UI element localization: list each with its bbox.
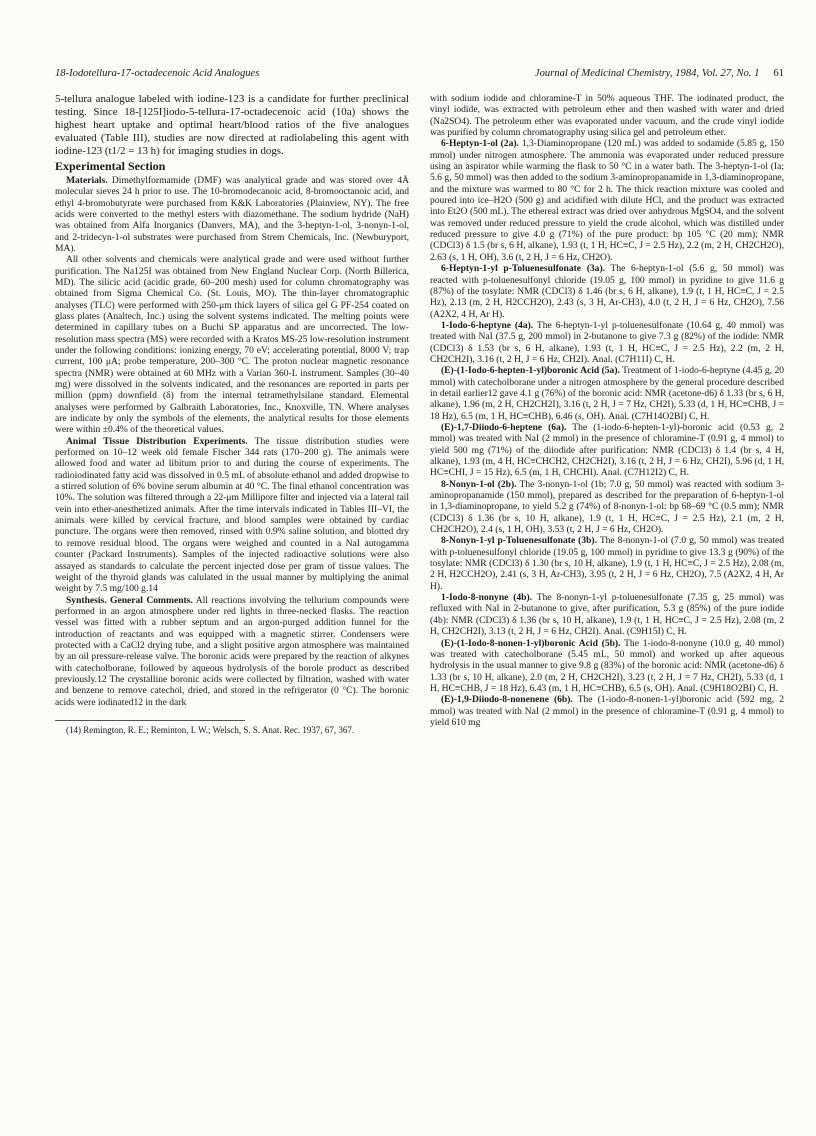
run-in-heading: Materials. (66, 174, 108, 186)
solvents-paragraph: All other solvents and chemicals were analytical grade and were used without further purification. The Na125I was obtained from New England Nuclear Corp. (North Billerica, MD). The silicic acid (acidic grade, 60–200 mesh) used for column chromatography was obtained from Sigma Chemical Co. (St. Louis, MO). The thin-layer chromatographic analyses (TLC) were performed with 250-μm thick layers of silica gel G PF-254 coated on glass plates (Analtech, Inc.) using the solvent systems indicated. The melting points were determined in capillary tubes on a Buchi SP apparatus and are uncorrected. The low-resolution mass spectra (MS) were recorded with a Kratos MS-25 low-resolution instrument under the following conditions: ionizing energy, 70 eV; accelerating potential, 8000 V; trap current, 100 μA; probe temperature, 200–300 °C. The proton nuclear magnetic resonance spectra (NMR) were obtained at 60 MHz with a Varian 360-L instrument. Samples (30–40 mg) were dissolved in the solvents indicated, and the resonances are reported in parts per million (ppm) downfield (δ) from the internal tetramethylsilane standard. Elemental analyses were performed by Galbraith Laboratories, Inc., Knoxville, TN. Where analyses are indicate by only the symbols of the elements, the analytical results for those elements were within ±0.4% of the theoretical values. (55, 254, 409, 436)
run-in-heading: 1-Iodo-8-nonyne (4b). (441, 592, 533, 604)
right-column (430, 93, 784, 735)
run-in-heading: Synthesis. General Comments. (66, 594, 193, 606)
compound-5a-paragraph (430, 365, 784, 422)
compound-4a-paragraph (430, 320, 784, 365)
compound-6a-paragraph (430, 422, 784, 479)
run-in-heading: (E)-1,9-Diiodo-8-nonenene (6b). (441, 694, 573, 706)
paragraph-text: The 8-nonyn-1-ol (7.0 g, 50 mmol) was treated with p-toluenesulfonyl chloride (19.05 g, 100 mmol) in pyridine to give 13.3 g (90%) of the tosylate: NMR (CDCl3) δ 1.30 (br s, 10 H, alkane), 1.9 (t, 1 H, HC≡C, J = 2.5 Hz), 2.08 (m, 2 H, H2CCH2O), 2.41 (s, 3 H, Ar-CH3), 3.95 (t, 2 H, J = 6 Hz, CH2O), 7.5 (A2X2, 4 H, Ar H). (430, 535, 784, 592)
paragraph-text: The (1-iodo-6-hepten-1-yl)-boronic acid (0.53 g, 2 mmol) was treated with NaI (2 mmol) in the presence of chloramine-T (0.91 g, 4 mmol) to yield 500 mg (71%) of the diiodide after purification: NMR (CDCl3) δ 1.4 (br s, 4 H, alkane), 1.93 (m, 4 H, HC≡CHCH2, CH2CH2I), 3.16 (t, 2 H, J = 6 Hz, CH2I), 5.96 (d, 1 H, HC≡CHI, J = 15 Hz), 6.5 (m, 1 H, CHCHI). Anal. (C7H12I2) C, H. (430, 421, 784, 479)
compound-2b-paragraph (430, 479, 784, 536)
compound-6b-paragraph (430, 694, 784, 728)
run-in-heading: (E)-(1-Iodo-6-hepten-1-yl)boronic Acid (5a). (441, 365, 620, 377)
run-in-heading: 8-Nonyn-1-ol (2b). (441, 478, 517, 490)
run-in-heading: 1-Iodo-6-heptyne (4a). (441, 319, 534, 331)
compound-2a-paragraph (430, 138, 784, 263)
journal-citation: Journal of Medicinal Chemistry, 1984, Vol. 27, No. 1 (534, 68, 760, 79)
compound-3b-paragraph (430, 535, 784, 592)
running-header (55, 68, 784, 79)
synthesis-paragraph (55, 595, 409, 708)
compound-5b-paragraph (430, 638, 784, 695)
page-number: 61 (773, 68, 784, 79)
materials-paragraph (55, 175, 409, 254)
run-in-heading: (E)-1,7-Diiodo-6-heptene (6a). (441, 421, 567, 433)
footnote-divider (55, 720, 245, 721)
paragraph-text: The 3-nonyn-1-ol (1b; 7.0 g, 50 mmol) was reacted with sodium 3-aminopropanamide (150 mmol), prepared as described for the preparation of 6-heptyn-1-ol in 1,3-diaminopropane, to yield 5.2 g (74%) of 8-nonyn-1-ol: bp 68–69 °C (0.5 mm); NMR (CDCl3) δ 1.36 (br s, 10 H, alkane), 1.9 (t, 1 H, HC≡C, J = 2.5 Hz), 2.1 (m, 2 H, CH2CH2O), 2.4 (s, 1 H, OH), 3.53 (t, 2 H, J = 6 Hz, CH2O). (430, 478, 784, 536)
paragraph-text: The (1-iodo-8-nonen-1-yl)boronic acid (592 mg, 2 mmol) was treated with NaI (2 mmol) in the presence of chloramine-T (0.91 g, 4 mmol) to yield 610 mg (430, 694, 784, 728)
paragraph-text: The 1-iodo-8-nonyne (10.0 g, 40 mmol) was treated with catecholborane (5.45 mL, 50 mmol) and worked up after aqueous hydrolysis in the usual manner to give 9.8 g (83%) of the boronic acid: NMR (acetone-d6) δ 1.33 (br s, 10 H, alkane), 2.0 (m, 2 H, CH2CH2I), 3.23 (t, 2 H, J = 7 Hz, CH2I), 5.33 (d, 1 H, HC≡CHB, J = 18 Hz), 6.43 (m, 1 H, HC≡CHB), 6.5 (s, OH). Anal. (C9H18O2BI) C, H. (430, 637, 784, 694)
paragraph-text: 1,3-Diaminopropane (120 mL) was added to sodamide (5.85 g, 150 mmol) under nitrogen atmosphere. The ammonia was evaporated under reduced pressure using an aspirator while warming the flask to 50 °C in a water bath. The 3-heptyn-1-ol (Ia; 5.6 g, 50 mmol) was then added to the sodium 3-aminopropanamide in 1,3-diaminopropane, and the mixture was warmed to 80 °C for 2 h. The thick reaction mixture was cooled and poured into ice–H2O (500 g) and acidified with dilute HCl, and the product was extracted into Et2O (500 mL). The ethereal extract was dried over anhydrous MgSO4, and the solvent was removed under reduced pressure to yield the crude alcohol, which was distilled under reduced pressure to give 4.0 g (71%) of the pure product: bp 105 °C (20 mm); NMR (CDCl3) δ 1.5 (br s, 6 H, alkane), 1.93 (t, 1 H, HC≡C, J = 2.5 Hz), 2.2 (m, 2 H, CH2CH2O), 2.63 (s, 1 H, OH), 3.6 (t, 2 H, J = 6 Hz, CH2O). (430, 138, 784, 263)
paragraph-text: Dimethylformamide (DMF) was analytical grade and was stored over 4Å molecular sieves 24 h prior to use. The 10-bromodecanoic acid, 8-bromooctanoic acid, and ethyl 4-bromobutyrate were purchased from K&K Laboratories (Plainview, NY). The free acids were converted to the methyl esters with diazomethane. The sodium hydride (NaH) was obtained from Alfa Inorganics (Danvers, MA), and the 3-heptyn-1-ol, 3-nonyn-1-ol, and 2-tridecyn-1-ol substrates were purchased from Strem Chemicals, Inc. (Newburyport, MA). (55, 174, 409, 254)
paragraph-text: Treatment of 1-iodo-6-heptyne (4.45 g, 20 mmol) with catecholborane under a nitrogen atmosphere by the general procedure described in detail earlier12 gave 4.1 g (76%) of the boronic acid: NMR (acetone-d6) δ 1.33 (br s, 6 H, alkane), 1.96 (m, 2 H, CH2CH2I), 3.16 (t, 2 H, J = 7 Hz, CH2I), 5.33 (d, 1 H, HC≡CHB, J = 18 Hz), 6.5 (m, 1 H, HC≡CHB), 6.46 (s, OH). Anal. (C7H14O2BI) C, H. (430, 365, 784, 422)
paragraph-text: All reactions involving the tellurium compounds were performed in an argon atmosphere under red lights in three-necked flasks. The reaction vessel was fitted with a rubber septum and an argon-purged addition funnel for the introduction of reactants and was equipped with a magnetic stirrer. Condensers were protected with a CaCl2 drying tube, and a slight positive argon atmosphere was maintained by an oil pressure-release valve. The boronic acids were prepared by the reaction of alkynes with catecholborane, followed by aqueous hydrolysis of the borole product as described previously.12 The crystalline boronic acids were collected by filtration, washed with water and benzene to remove catechol, dried, and stored in the refrigerator (0 °C). The boronic acids were iodinated12 in the dark (55, 594, 409, 708)
section-heading: Experimental Section (55, 159, 166, 174)
compound-4b-paragraph (430, 592, 784, 637)
paragraph-text: The 6-heptyn-1-ol (5.6 g, 50 mmol) was reacted with p-toluenesulfonyl chloride (19.05 g, 100 mmol) in pyridine to give 11.6 g (87%) of the tosylate: NMR (CDCl3) δ 1.46 (br s, 6 H, alkane), 1.9 (t, 1 H, HC≡C, J = 2.5 Hz), 2.13 (m, 2 H, H2CCH2O), 2.43 (s, 3 H, Ar-CH3), 4.0 (t, 2 H, J = 6 Hz, CH2O), 7.56 (A2X2, 4 H, Ar H). (430, 263, 784, 320)
compound-3a-paragraph (430, 263, 784, 320)
paragraph-text: The tissue distribution studies were performed on 10–12 week old female Fischer 344 rats (170–200 g). The animals were allowed food and water ad libitum prior to and during the course of experiments. The radioiodinated fatty acid was dissolved in 0.5 mL of absolute ethanol and added dropwise to a stirred solution of 6% bovine serum albumin at 40 °C. The final ethanol concentration was 10%. The solution was filtered through a 22-μm Millipore filter and injected via a lateral tail vein into ether-anesthetized animals. After the time intervals indicated in Tables III–VI, the animals were killed by cervical fracture, and blood samples were obtained by cardiac puncture. The organs were then removed, rinsed with 0.9% saline solution, and blotted dry to remove residual blood. The organs were weighed and counted in a NaI autogamma counter (Packard Instruments). Samples of the injected radioactive solutions were also assayed as standards to calculate the percent injected dose per gram of tissue values. The weight of the thyroid glands was calulated in the usual manner by multiplying the animal weight by 7.5 mg/100 g.14 (55, 435, 409, 595)
running-title: 18-Iodotellura-17-octadecenoic Acid Analogues (55, 68, 260, 79)
continued-paragraph: with sodium iodide and chloramine-T in 50% aqueous THF. The iodinated product, the vinyl iodide, was extracted with petroleum ether and then washed with water and dried (Na2SO4). The petroleum ether was evaporated under vacuum, and the crude vinyl iodide was purified by column chromatography using silica gel and petroleum ether. (430, 93, 784, 139)
run-in-heading: Animal Tissue Distribution Experiments. (66, 435, 248, 447)
left-column (55, 93, 409, 735)
intro-paragraph: 5-tellura analogue labeled with iodine-123 is a candidate for further preclinical testing. Since 18-[125I]iodo-5-tellura-17-octadecenoic acid (10a) shows the highest heart uptake and optimal heart/blood ratios of the five analogues evaluated (Table III), studies are now directed at radiolabeling this agent with iodine-123 (t1/2 = 13 h) for imaging studies in dogs. (55, 93, 409, 158)
run-in-heading: 8-Nonyn-1-yl p-Toluenesulfonate (3b). (441, 535, 597, 547)
run-in-heading: 6-Heptyn-1-yl p-Toluenesulfonate (3a). (441, 263, 606, 275)
paragraph-text: The 6-heptyn-1-yl p-toluenesulfonate (10.64 g, 40 mmol) was treated with NaI (37.5 g, 200 mmol) in 2-butanone to give 7.3 g (82%) of the iodide: NMR (CDCl3) δ 1.53 (br s, 6 H, alkane), 1.93 (t, 1 H, HC≡C, J = 2.5 Hz), 2.2 (m, 2 H, CH2CH2I), 3.16 (t, 2 H, J = 6 Hz, CH2I). Anal. (C7H11I) C, H. (430, 319, 784, 365)
footnote: (14) Remington, R. E.; Reminton, I. W.; Welsch, S. S. Anat. Rec. 1937, 67, 367. (66, 724, 355, 735)
paragraph-text: The 8-nonyn-1-yl p-toluenesulfonate (7.35 g, 25 mmol) was refluxed with NaI in 2-butanone to give, after purification, 5.3 g (85%) of the pure iodide (4b): NMR (CDCl3) δ 1.36 (br s, 10 H, alkane), 1.9 (t, 1 H, HC≡C, J = 2.5 Hz), 2.08 (m, 2 H, CH2CH2I), 3.13 (t, 2 H, J = 6 Hz, CH2I). Anal. (C9H15I) C, H. (430, 592, 785, 638)
run-in-heading: 6-Heptyn-1-ol (2a). (441, 138, 519, 150)
animal-paragraph (55, 436, 409, 595)
run-in-heading: (E)-(1-Iodo-8-nonen-1-yl)boronic Acid (5b). (441, 637, 621, 649)
